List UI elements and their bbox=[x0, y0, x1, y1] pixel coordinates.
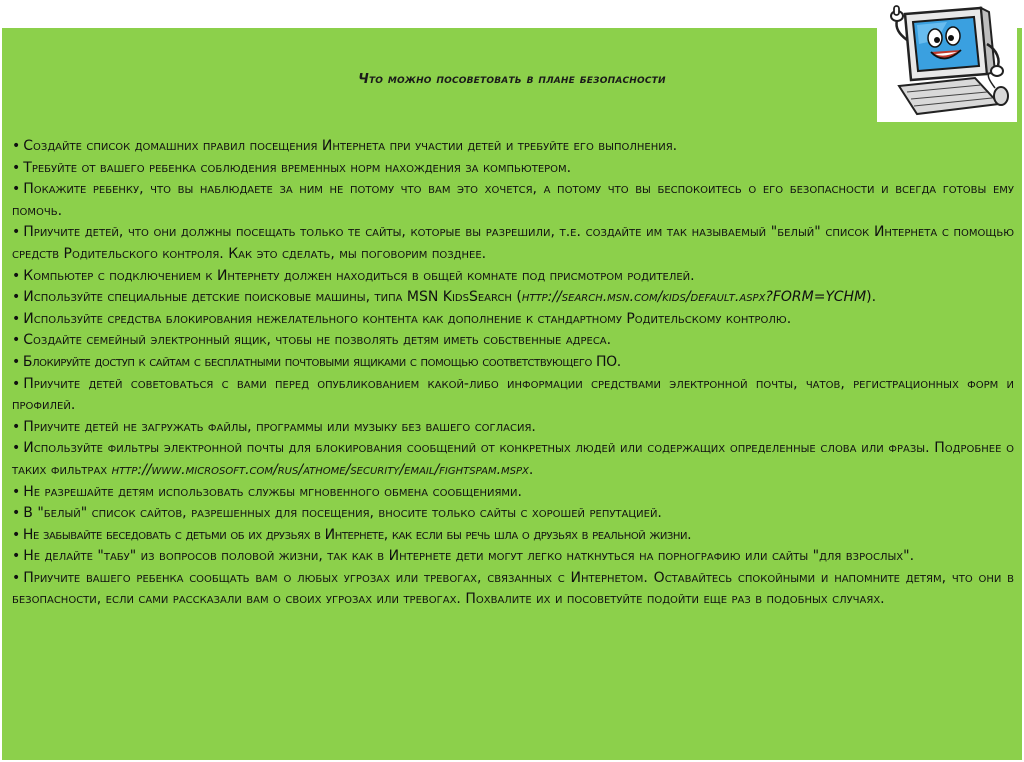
safety-tip-text-end: . bbox=[528, 461, 534, 478]
reference-link[interactable]: http://www.microsoft.com/rus/athome/security/email/fightspam.mspx bbox=[111, 461, 529, 478]
safety-tip-item bbox=[12, 352, 1014, 374]
bullet-marker: • bbox=[12, 224, 21, 241]
bullet-marker: • bbox=[12, 505, 21, 522]
bullet-marker: • bbox=[12, 483, 21, 500]
safety-tip-text: Создайте список домашних правил посещения Интернета при участии детей и требуйте его выполнения. bbox=[23, 138, 678, 154]
bullet-marker: • bbox=[12, 138, 21, 154]
safety-tip-item bbox=[12, 287, 1014, 309]
bullet-marker: • bbox=[12, 310, 21, 327]
safety-tip-text: Приучите детей советоваться с вами перед опубликованием какой-либо информации средствами электронной почты, чатов, регистрационных форм и профилей. bbox=[12, 375, 1014, 414]
safety-tip-item bbox=[12, 482, 1014, 504]
cartoon-computer-icon bbox=[877, 0, 1017, 122]
safety-tip-text: Используйте специальные детские поисковые машины, типа MSN KidsSearch ( bbox=[23, 289, 522, 306]
safety-tip-item bbox=[12, 266, 1014, 288]
reference-link[interactable]: http://search.msn.com/kids/default.aspx?FORM=YCHM bbox=[521, 289, 867, 306]
bullet-marker: • bbox=[12, 548, 21, 565]
safety-tip-text: В "белый" список сайтов, разрешенных для посещения, вносите только сайты с хорошей репутацией. bbox=[23, 505, 662, 522]
safety-tip-text: Требуйте от вашего ребенка соблюдения временных норм нахождения за компьютером. bbox=[23, 159, 572, 176]
safety-tip-item bbox=[12, 525, 1014, 547]
bullet-marker: • bbox=[12, 267, 21, 284]
safety-tip-text: Используйте фильтры электронной почты для блокирования сообщений от конкретных людей или содержащих определенные слова или фразы. Подробнее о таких фильтрах bbox=[12, 440, 1014, 478]
safety-tip-item bbox=[12, 158, 1014, 180]
bullet-marker: • bbox=[12, 289, 21, 306]
safety-tip-text: Создайте семейный электронный ящик, чтобы не позволять детям иметь собственные адреса. bbox=[23, 332, 612, 349]
safety-tip-item bbox=[12, 438, 1014, 481]
safety-tip-item bbox=[12, 179, 1014, 222]
safety-tip-text: Не забывайте беседовать с детьми об их друзьях в Интернете, как если бы речь шла о друзьях в реальной жизни. bbox=[22, 526, 692, 543]
bullet-marker: • bbox=[12, 569, 21, 586]
safety-tip-item bbox=[12, 309, 1014, 331]
bullet-marker: • bbox=[12, 526, 20, 543]
safety-tip-text: Блокируйте доступ к сайтам с бесплатными почтовыми ящиками с помощью соответствующего ПО. bbox=[22, 353, 621, 370]
bullet-marker: • bbox=[12, 440, 21, 457]
bullet-marker: • bbox=[12, 418, 21, 435]
safety-tip-item bbox=[12, 568, 1014, 611]
safety-tip-text: Компьютер с подключением к Интернету должен находиться в общей комнате под присмотром родителей. bbox=[23, 267, 695, 284]
safety-tip-text: Не разрешайте детям использовать службы мгновенного обмена сообщениями. bbox=[23, 483, 522, 500]
safety-tip-item bbox=[12, 222, 1014, 265]
cartoon-computer-drawing bbox=[877, 0, 1017, 122]
safety-tip-text: Покажите ребенку, что вы наблюдаете за ним не потому что вам это хочется, а потому что вы беспокоитесь о его безопасности и всегда готовы ему помочь. bbox=[12, 181, 1014, 219]
bullet-marker: • bbox=[12, 375, 21, 392]
safety-tip-item bbox=[12, 546, 1014, 568]
safety-tip-text: Не делайте "табу" из вопросов половой жизни, так как в Интернете дети могут легко наткнуться на порнографию или сайты "для взрослых". bbox=[23, 548, 915, 565]
bullet-marker: • bbox=[12, 353, 20, 370]
safety-tip-text: Приучите детей не загружать файлы, программы или музыку без вашего согласия. bbox=[23, 418, 536, 435]
page-title: Что можно посоветовать в плане безопасности bbox=[358, 72, 666, 87]
safety-tip-item bbox=[12, 503, 1014, 525]
safety-tip-item bbox=[12, 417, 1014, 439]
bullet-marker: • bbox=[12, 159, 21, 176]
safety-tip-item bbox=[12, 136, 1014, 158]
safety-tip-text-end: ). bbox=[866, 289, 877, 306]
safety-tip-text: Приучите вашего ребенка сообщать вам о любых угрозах или тревогах, связанных с Интернетом. Оставайтесь спокойными и напомните детям, что они в безопасности, если сами рассказали вам о своих угрозах или тревогах. Похвалите их и посоветуйте подойти еще раз в подобных случаях. bbox=[12, 569, 1014, 608]
bullet-marker: • bbox=[12, 181, 21, 198]
bullet-marker: • bbox=[12, 332, 21, 349]
safety-tip-item bbox=[12, 330, 1014, 352]
safety-tips-list bbox=[12, 136, 1014, 611]
safety-tip-text: Используйте средства блокирования нежелательного контента как дополнение к стандартному Родительскому контролю. bbox=[23, 310, 792, 327]
safety-tip-item bbox=[12, 374, 1014, 417]
safety-tip-text: Приучите детей, что они должны посещать только те сайты, которые вы разрешили, т.е. создайте им так называемый "белый" список Интернета с помощью средств Родительского контроля. Как это сделать, мы поговорим позднее. bbox=[12, 224, 1014, 262]
